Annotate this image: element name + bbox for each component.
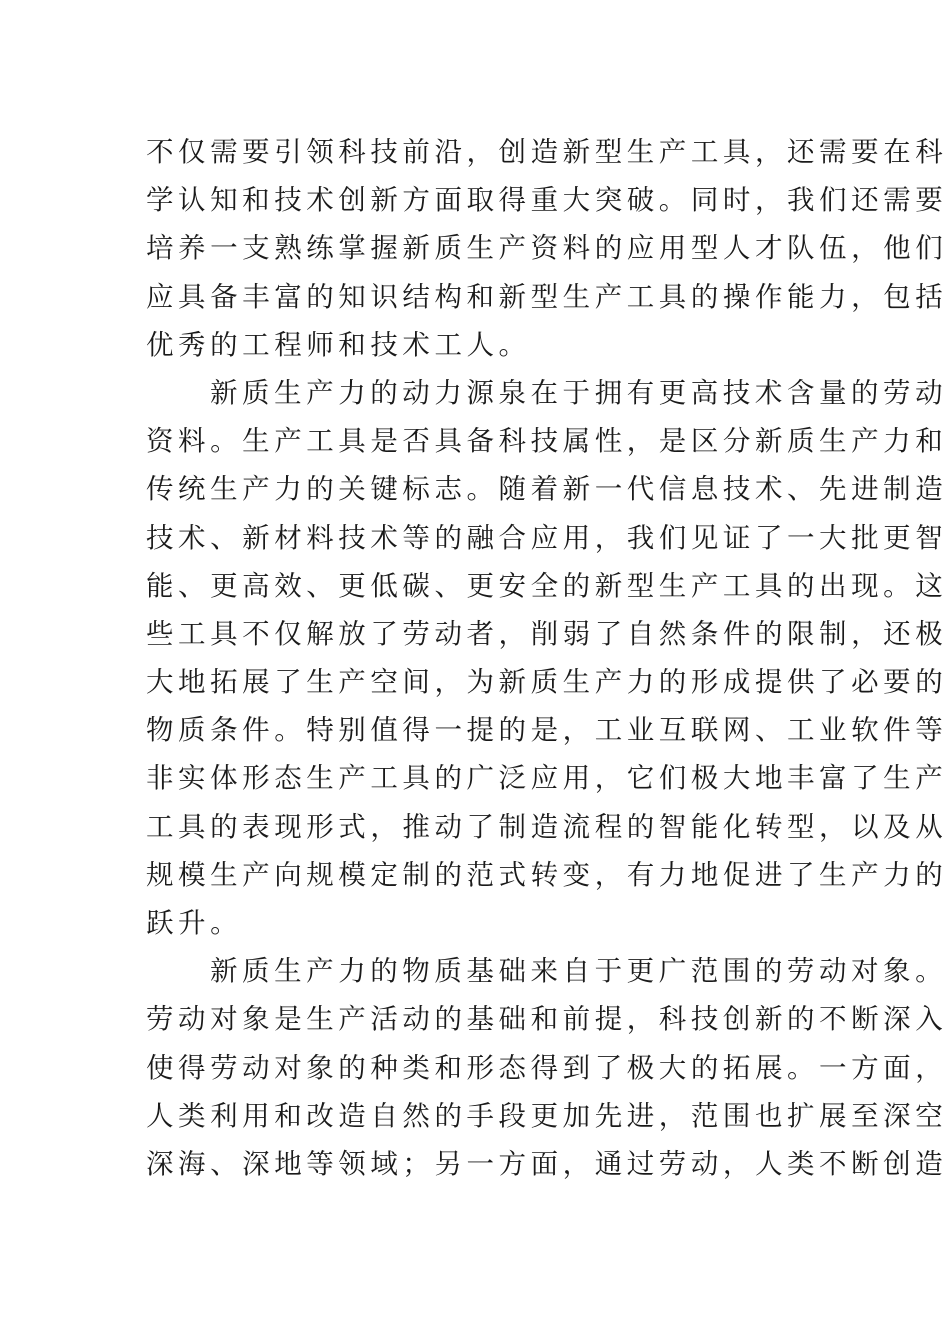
paragraph-1 — [146, 128, 948, 369]
text-line: 跃升。 — [146, 907, 243, 939]
text-line: 大地拓展了生产空间，为新质生产力的形成提供了必要的 — [146, 666, 948, 699]
document-body — [146, 128, 948, 1188]
text-line: 能、更高效、更低碳、更安全的新型生产工具的出现。这 — [146, 569, 948, 602]
text-line: 劳动对象是生产活动的基础和前提，科技创新的不断深入 — [146, 1003, 948, 1036]
text-line: 技术、新材料技术等的融合应用，我们见证了一大批更智 — [146, 521, 948, 554]
text-line: 应具备丰富的知识结构和新型生产工具的操作能力，包括 — [146, 280, 948, 313]
text-line: 非实体形态生产工具的广泛应用，它们极大地丰富了生产 — [146, 762, 948, 795]
text-line: 使得劳动对象的种类和形态得到了极大的拓展。一方面， — [146, 1051, 948, 1084]
text-line: 优秀的工程师和技术工人。 — [146, 328, 531, 361]
paragraph-3 — [146, 947, 948, 1188]
text-line: 新质生产力的物质基础来自于更广范围的劳动对象。 — [210, 955, 948, 988]
text-line: 培养一支熟练掌握新质生产资料的应用型人才队伍，他们 — [146, 232, 948, 265]
text-line: 人类利用和改造自然的手段更加先进，范围也扩展至深空 — [146, 1099, 948, 1132]
text-line: 物质条件。特别值得一提的是，工业互联网、工业软件等 — [146, 714, 948, 747]
text-line: 新质生产力的动力源泉在于拥有更高技术含量的劳动 — [210, 376, 948, 409]
text-line: 传统生产力的关键标志。随着新一代信息技术、先进制造 — [146, 473, 948, 506]
text-line: 深海、深地等领域；另一方面，通过劳动，人类不断创造 — [146, 1147, 948, 1180]
text-line: 资料。生产工具是否具备科技属性，是区分新质生产力和 — [146, 425, 948, 458]
text-line: 不仅需要引领科技前沿，创造新型生产工具，还需要在科 — [146, 136, 948, 168]
text-line: 规模生产向规模定制的范式转变，有力地促进了生产力的 — [146, 858, 948, 891]
paragraph-2 — [146, 369, 948, 947]
text-line: 工具的表现形式，推动了制造流程的智能化转型，以及从 — [146, 810, 948, 843]
text-line: 学认知和技术创新方面取得重大突破。同时，我们还需要 — [146, 184, 948, 217]
text-line: 些工具不仅解放了劳动者，削弱了自然条件的限制，还极 — [146, 617, 948, 650]
